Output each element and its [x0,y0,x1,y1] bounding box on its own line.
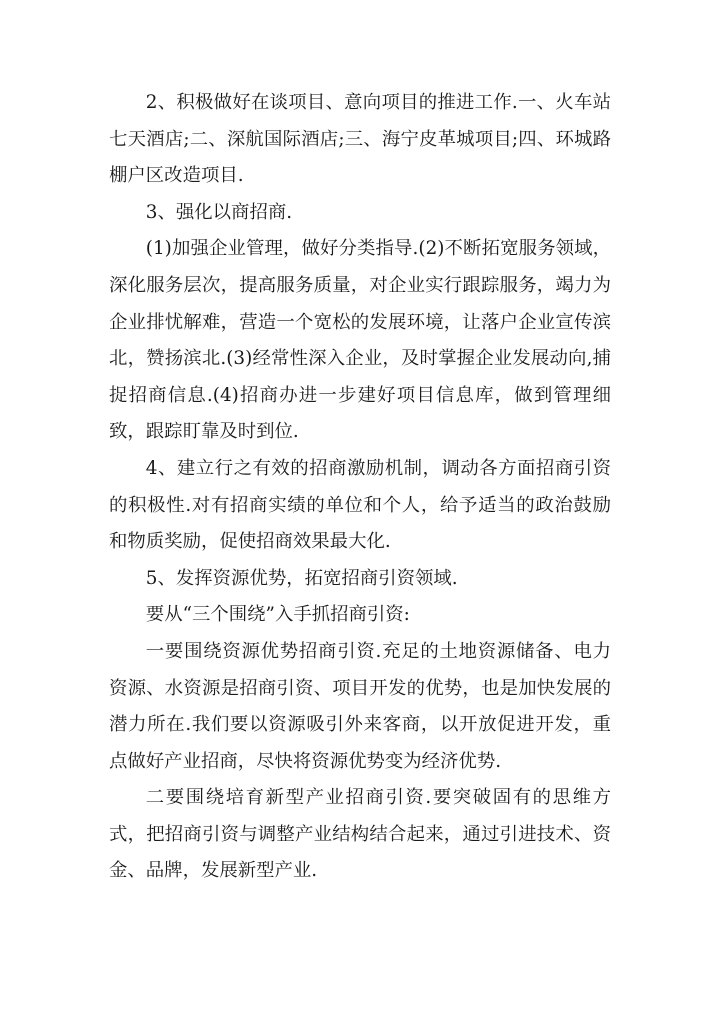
paragraph-7: 一要围绕资源优势招商引资.充足的土地资源储备、电力资源、水资源是招商引资、项目开发的优势，也是加快发展的潜力所在.我们要以资源吸引外来客商，以开放促进开发，重点做好产业招商，尽快将资源优势变为经济优势. [109,640,611,772]
paragraph-8: 二要围绕培育新型产业招商引资.要突破固有的思维方式，把招商引资与调整产业结构结合起来，通过引进技术、资金、品牌，发展新型产业. [109,787,611,882]
paragraph-6: 要从“三个围绕”入手抓招商引资: [145,604,410,626]
paragraph-2: 3、强化以商招商. [145,201,293,223]
document-body [109,85,611,890]
paragraph-4: 4、建立行之有效的招商激励机制，调动各方面招商引资的积极性.对有招商实绩的单位和个人，给予适当的政治鼓励和物质奖励，促使招商效果最大化. [109,457,611,553]
paragraph-5: 5、发挥资源优势，拓宽招商引资领域. [145,567,458,589]
paragraph-3: (1)加强企业管理，做好分类指导.(2)不断拓宽服务领域，深化服务层次，提高服务质量，对企业实行跟踪服务，竭力为企业排忧解难，营造一个宽松的发展环境，让落户企业宣传滨北，赞扬滨北.(3)经常性深入企业，及时掌握企业发展动向,捕捉招商信息.(4)招商办进一步建好项目信息库，做到管理细致，跟踪盯靠及时到位. [109,238,611,443]
paragraph-1: 2、积极做好在谈项目、意向项目的推进工作.一、火车站七天酒店;二、深航国际酒店;三、海宁皮革城项目;四、环城路棚户区改造项目. [109,92,611,187]
